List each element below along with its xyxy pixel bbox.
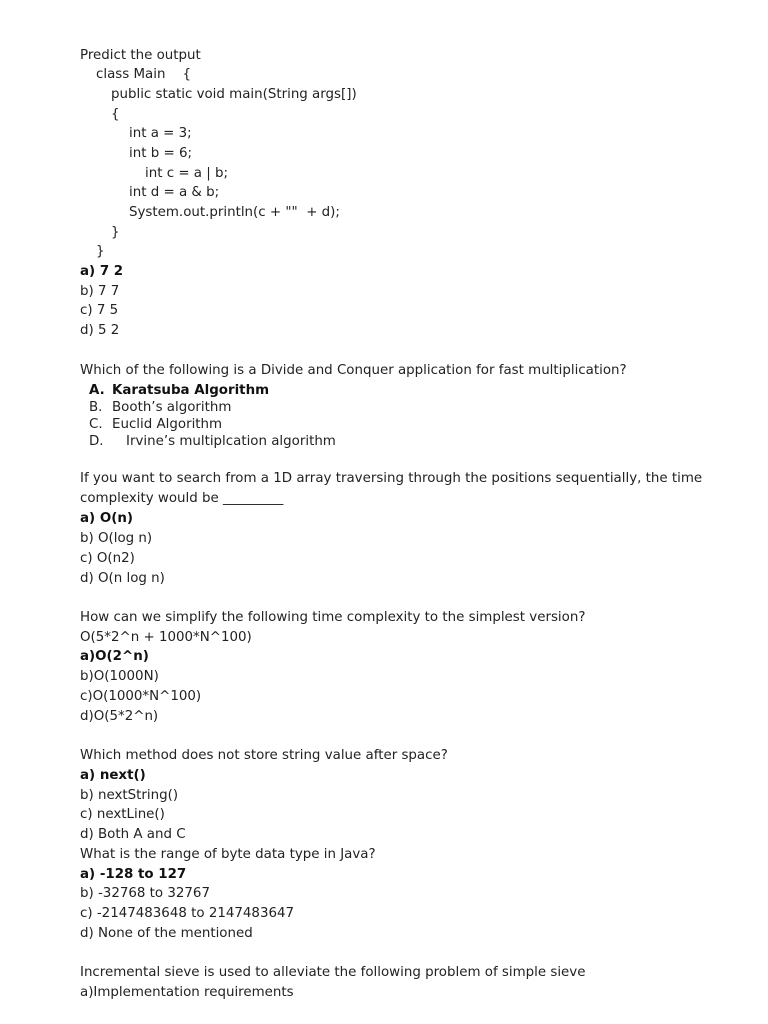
answer-option-correct: a) 7 2 xyxy=(80,264,124,279)
code-line: int b = 6; xyxy=(129,146,192,161)
answer-option: d)O(5*2^n) xyxy=(80,709,159,724)
question-1-prompt: Predict the output xyxy=(80,48,201,63)
code-line: int a = 3; xyxy=(129,126,192,141)
answer-option: d) 5 2 xyxy=(80,323,120,338)
question-2-prompt: Which of the following is a Divide and Conquer application for fast multiplication? xyxy=(80,363,627,378)
question-3-prompt: complexity would be _________ xyxy=(80,491,284,506)
answer-option: c) O(n2) xyxy=(80,551,135,566)
answer-option: Irvine’s multiplcation algorithm xyxy=(126,434,336,449)
answer-option: a)Implementation requirements xyxy=(80,985,294,1000)
question-4-prompt: How can we simplify the following time complexity to the simplest version? xyxy=(80,610,586,625)
answer-option-correct: a)O(2^n) xyxy=(80,649,149,664)
answer-option: b)O(1000N) xyxy=(80,669,159,684)
question-7-prompt: Incremental sieve is used to alleviate the following problem of simple sieve xyxy=(80,965,586,980)
question-6-prompt: What is the range of byte data type in Java? xyxy=(80,847,376,862)
code-line: class Main { xyxy=(96,67,192,82)
option-marker: A. xyxy=(89,383,105,398)
answer-option: Euclid Algorithm xyxy=(112,417,223,432)
question-4-expression: O(5*2^n + 1000*N^100) xyxy=(80,630,252,645)
code-line: int c = a | b; xyxy=(145,166,229,181)
answer-option: c)O(1000*N^100) xyxy=(80,689,202,704)
answer-option: c) -2147483648 to 2147483647 xyxy=(80,906,295,921)
answer-option: Booth’s algorithm xyxy=(112,400,232,415)
answer-option-correct: Karatsuba Algorithm xyxy=(112,383,270,398)
answer-option-correct: a) -128 to 127 xyxy=(80,867,187,882)
answer-option: c) nextLine() xyxy=(80,807,165,822)
answer-option: b) 7 7 xyxy=(80,284,120,299)
option-marker: B. xyxy=(89,400,103,415)
code-line: int d = a & b; xyxy=(129,185,220,200)
question-5-prompt: Which method does not store string value after space? xyxy=(80,748,448,763)
answer-option: d) None of the mentioned xyxy=(80,926,253,941)
answer-option-correct: a) O(n) xyxy=(80,511,133,526)
code-line: { xyxy=(111,107,120,122)
option-marker: C. xyxy=(89,417,103,432)
answer-option: d) O(n log n) xyxy=(80,571,165,586)
option-marker: D. xyxy=(89,434,104,449)
answer-option: d) Both A and C xyxy=(80,827,186,842)
answer-option: b) O(log n) xyxy=(80,531,153,546)
code-line: public static void main(String args[]) xyxy=(111,87,357,102)
question-3-prompt: If you want to search from a 1D array traversing through the positions sequentially, the time xyxy=(80,471,703,486)
answer-option: c) 7 5 xyxy=(80,303,119,318)
answer-option-correct: a) next() xyxy=(80,768,146,783)
answer-option: b) -32768 to 32767 xyxy=(80,886,210,901)
code-line: } xyxy=(96,244,105,259)
code-line: System.out.println(c + "" + d); xyxy=(129,205,340,220)
code-line: } xyxy=(111,225,120,240)
answer-option: b) nextString() xyxy=(80,788,179,803)
